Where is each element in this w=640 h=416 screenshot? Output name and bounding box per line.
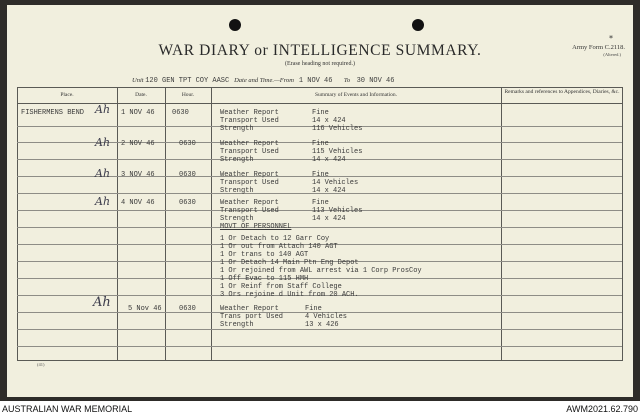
initials-signature: Ah <box>95 167 111 180</box>
unit-label: Unit <box>132 77 144 84</box>
entry-values: Fine 14 x 424 116 Vehicles <box>312 109 363 133</box>
row-rule <box>501 159 622 160</box>
corner-mark: * <box>609 34 613 43</box>
column-divider <box>165 87 166 360</box>
row-rule <box>501 346 622 347</box>
page-subtitle: (Erase heading not required.) <box>285 61 355 67</box>
entry-labels: Weather Report Trans port Used Strength <box>220 305 284 329</box>
unit-line <box>132 77 394 85</box>
row-rule <box>17 346 501 347</box>
initials-signature: Ah <box>95 195 111 208</box>
entry-date: 1 NOV 46 <box>121 109 155 117</box>
column-header-date: Date. <box>135 92 147 98</box>
table-top-rule <box>17 87 623 88</box>
entry-hour: 0630 <box>179 140 196 148</box>
row-rule <box>501 312 622 313</box>
entry-values: Fine 14 Vehicles 14 x 424 <box>312 171 359 195</box>
row-rule <box>501 244 622 245</box>
row-rule <box>501 176 622 177</box>
entry-date: 3 NOV 46 <box>121 171 155 179</box>
to-label: To <box>343 77 351 84</box>
entry-labels: Weather Report Transport Used Strength <box>220 109 279 133</box>
from-value: 1 NOV 46 <box>298 77 333 85</box>
row-rule <box>501 278 622 279</box>
column-header-remarks: Remarks and references to Appendices, Diaries, &c. <box>504 89 620 95</box>
archive-reference: AWM2021.62.790 <box>566 404 638 414</box>
row-rule <box>17 329 501 330</box>
row-rule <box>501 295 622 296</box>
to-value: 30 NOV 46 <box>356 77 395 85</box>
column-header-place: Place. <box>60 92 74 98</box>
movement-lines: 1 Or Detach to 12 Garr Coy 1 Or out from Attach 140 AGT 1 Or trans to 140 AGT 1 Or Detach 14 Main Ptn Eng Depot 1 Or rejoined from AWL arrest via 1 Corp ProsCoy 1 Off Evac to 115 HMH 1 Or Reinf from Staff College 3 Ors rejoine d Unit from 20 ACH. <box>220 235 422 299</box>
entry-place: FISHERMENS BEND <box>21 109 85 117</box>
initials-signature: Ah <box>95 136 111 149</box>
date-time-label: Date and Time.—From <box>234 77 294 84</box>
unit-value: 120 GEN TPT COY AASC <box>145 77 230 85</box>
table-bottom-rule <box>17 360 623 361</box>
initials-signature: Ah <box>93 295 111 310</box>
column-header-summary: Summary of Events and Information. <box>314 92 398 98</box>
column-divider <box>117 87 118 360</box>
archive-caption: AUSTRALIAN WAR MEMORIAL <box>2 404 133 414</box>
initials-signature: Ah <box>95 103 111 116</box>
row-rule <box>501 261 622 262</box>
row-rule <box>501 126 622 127</box>
war-diary-sheet <box>7 5 633 397</box>
entry-labels: Weather Report Transport Used Strength <box>220 171 279 195</box>
row-rule <box>501 227 622 228</box>
punch-hole <box>229 19 241 31</box>
movement-heading: MOVT OF PERSONNEL <box>220 223 292 231</box>
entry-date: 4 NOV 46 <box>121 199 155 207</box>
entry-hour: 0630 <box>172 109 189 117</box>
entry-hour: 0630 <box>179 199 196 207</box>
entry-hour: 0630 <box>179 171 196 179</box>
table-right-rule <box>622 87 623 360</box>
entry-labels: Weather Report Transport Used Strength <box>220 199 279 223</box>
column-divider <box>211 87 212 360</box>
entry-date: 5 Nov 46 <box>128 305 162 313</box>
army-form-label: Army Form C.2118. <box>572 44 625 51</box>
entry-values: Fine 4 Vehicles 13 x 426 <box>305 305 348 329</box>
column-header-hour: Hour. <box>181 92 195 98</box>
column-divider <box>501 87 502 360</box>
row-rule <box>501 193 622 194</box>
row-rule <box>501 210 622 211</box>
entry-labels: Weather Report Transport Used Strength <box>220 140 279 164</box>
table-left-rule <box>17 87 18 360</box>
page-title: WAR DIARY or INTELLIGENCE SUMMARY. <box>158 42 482 59</box>
entry-hour: 0630 <box>179 305 196 313</box>
army-form-sublabel: (Altered.) <box>603 52 621 57</box>
punch-hole <box>412 19 424 31</box>
row-rule <box>501 142 622 143</box>
entry-date: 2 NOV 46 <box>121 140 155 148</box>
row-rule <box>501 329 622 330</box>
entry-values: Fine 115 Vehicles 14 x 424 <box>312 140 363 164</box>
entry-values: Fine 113 Vehicles 14 x 424 <box>312 199 363 223</box>
form-footer-code: (41) <box>37 362 45 367</box>
